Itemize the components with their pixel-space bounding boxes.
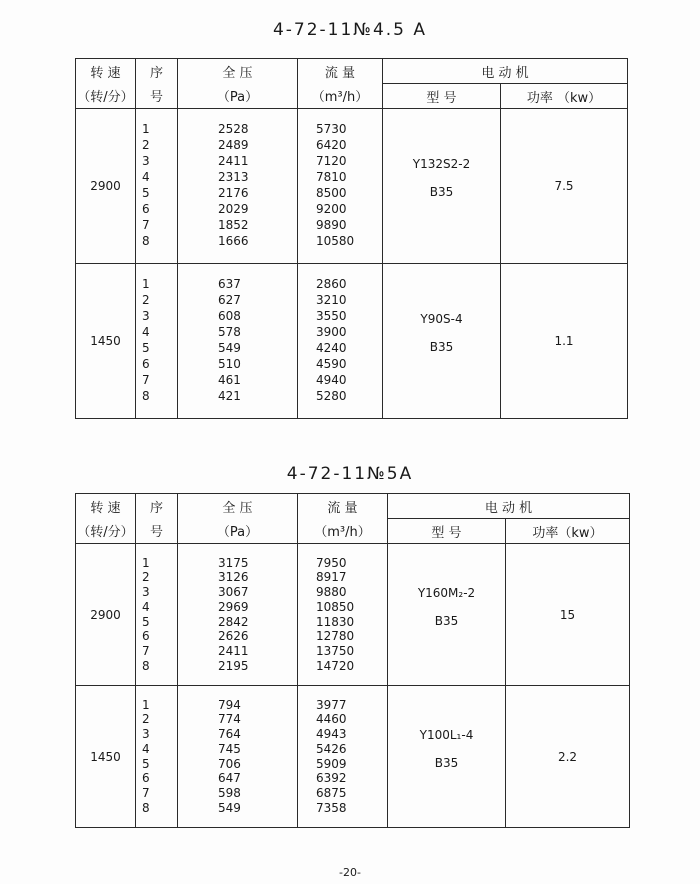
seq-cell-list: [136, 277, 177, 404]
flow-value: 6875: [316, 785, 347, 800]
flow-value: 4943: [316, 727, 347, 742]
pressure-unit: [178, 84, 298, 109]
flow-value: 8917: [316, 570, 347, 585]
flow-value: 6392: [316, 771, 347, 786]
pressure-value: 706: [218, 756, 241, 771]
seq-item: 1: [142, 697, 150, 712]
flow-value: 3900: [316, 325, 347, 340]
seq-item: 8: [142, 800, 150, 815]
speed-group-row: [76, 686, 630, 828]
seq-item: 7: [142, 217, 150, 232]
pressure-cell: [178, 264, 298, 419]
pressure-value: 2969: [218, 599, 249, 614]
seq-item: 2: [142, 138, 150, 153]
pressure-value: 764: [218, 727, 241, 742]
seq-cell-list: [136, 556, 177, 674]
flow-value: 14720: [316, 658, 355, 673]
speed-group-row: [76, 544, 630, 686]
pressure-value: 2176: [218, 186, 249, 200]
motor-model: Y90S-4: [420, 312, 463, 326]
flow-value: 12780: [316, 629, 355, 644]
pressure-value: 510: [218, 356, 241, 371]
flow-value: 6420: [316, 138, 347, 153]
header-row: [76, 59, 628, 84]
speed-value: 1450: [76, 686, 136, 828]
flow-value: 5730: [316, 122, 347, 137]
seq-item: 5: [142, 186, 150, 200]
seq-item: 6: [142, 629, 150, 644]
pressure-value: 608: [218, 309, 241, 324]
speed-unit-label: （转/分）: [77, 525, 134, 541]
motor-mount: B35: [434, 613, 459, 628]
seq-item: 4: [142, 741, 150, 756]
pressure-value: 421: [218, 388, 241, 403]
seq-item: 8: [142, 233, 150, 248]
flow-unit-label: （m³/h）: [311, 90, 369, 106]
motor-model-cell: [388, 686, 506, 828]
speed-header: [76, 59, 136, 84]
speed-unit-label: （转/分）: [77, 90, 134, 106]
pressure-value: 549: [218, 800, 241, 815]
seq-cell-list: [136, 698, 177, 816]
pressure-value: 3175: [218, 555, 249, 570]
seq-item: 2: [142, 570, 150, 585]
pressure-value: 745: [218, 741, 241, 756]
seq-item: 5: [142, 614, 150, 629]
speed-value: 1450: [76, 264, 136, 419]
pressure-cell-list: [178, 122, 297, 249]
seq-item: 3: [142, 585, 150, 600]
pressure-cell-list: [178, 277, 297, 404]
seq-header: [136, 494, 178, 519]
seq-header-2: [136, 519, 178, 544]
seq-header: [136, 59, 178, 84]
seq-item: 3: [142, 309, 150, 324]
pressure-value: 2411: [218, 643, 249, 658]
model-header-label: 型 号: [426, 90, 457, 106]
seq-item: 8: [142, 388, 150, 403]
pressure-header: [178, 494, 298, 519]
seq-cell: [136, 544, 178, 686]
flow-cell-list: [298, 698, 387, 816]
flow-value: 9200: [316, 201, 347, 216]
seq-item: 5: [142, 341, 150, 355]
speed-unit: [76, 519, 136, 544]
seq-item: 7: [142, 785, 150, 800]
pressure-cell-list: [178, 556, 297, 674]
speed-header-label: 转 速: [90, 500, 121, 516]
flow-header: [298, 494, 388, 519]
pressure-value: 461: [218, 372, 241, 387]
seq-cell: [136, 686, 178, 828]
motor-mount: B35: [429, 185, 454, 199]
flow-value: 4460: [316, 712, 347, 727]
pressure-value: 3126: [218, 570, 249, 585]
flow-cell: [298, 544, 388, 686]
fan-performance-table: [75, 58, 628, 419]
header-row-units: [76, 84, 628, 109]
pressure-value: 2029: [218, 201, 249, 216]
flow-header-label: 流 量: [327, 500, 358, 516]
flow-cell-list: [298, 122, 382, 249]
motor-mount: B35: [429, 340, 454, 354]
seq-item: 1: [142, 555, 150, 570]
seq-item: 7: [142, 643, 150, 658]
motor-model: Y160M₂-2: [417, 585, 476, 600]
pressure-header: [178, 59, 298, 84]
seq-item: 1: [142, 277, 150, 292]
pressure-value: 2489: [218, 138, 249, 153]
pressure-value: 598: [218, 785, 241, 800]
flow-value: 4940: [316, 372, 347, 387]
flow-value: 11830: [316, 614, 355, 629]
seq-cell-list: [136, 122, 177, 249]
flow-value: 7358: [316, 800, 347, 815]
speed-group-row: [76, 109, 628, 264]
pressure-value: 549: [218, 341, 241, 355]
seq-header-2: [136, 84, 178, 109]
speed-group-row: [76, 264, 628, 419]
flow-value: 7120: [316, 154, 347, 169]
pressure-value: 637: [218, 277, 241, 292]
motor-header-label: 电 动 机: [481, 65, 529, 81]
seq-item: 3: [142, 154, 150, 169]
flow-value: 5909: [316, 756, 347, 771]
pressure-value: 1666: [218, 233, 249, 248]
flow-value: 7950: [316, 555, 347, 570]
power-header: [506, 519, 630, 544]
motor-model: Y100L₁-4: [419, 727, 474, 742]
pressure-value: 647: [218, 771, 241, 786]
pressure-value: 2411: [218, 154, 249, 169]
pressure-unit-label: （Pa）: [216, 90, 259, 106]
pressure-value: 627: [218, 293, 241, 308]
table-title: 4-72-11№4.5 A: [272, 20, 428, 40]
flow-value: 9890: [316, 217, 347, 232]
pressure-value: 2626: [218, 629, 249, 644]
pressure-value: 2195: [218, 658, 249, 673]
model-header: [383, 84, 501, 109]
seq-header-label: 序: [149, 65, 163, 81]
flow-unit: [298, 519, 388, 544]
seq-item: 8: [142, 658, 150, 673]
seq-item: 2: [142, 712, 150, 727]
pressure-cell-list: [178, 698, 297, 816]
flow-value: 5426: [316, 741, 347, 756]
flow-value: 8500: [316, 186, 347, 200]
flow-cell-list: [298, 556, 387, 674]
motor-header: [388, 494, 630, 519]
flow-value: 5280: [316, 388, 347, 403]
seq-item: 4: [142, 325, 150, 340]
flow-cell: [298, 109, 383, 264]
flow-cell-list: [298, 277, 382, 404]
seq-header-2-label: 号: [149, 525, 163, 541]
flow-value: 3550: [316, 309, 347, 324]
motor-header-label: 电 动 机: [484, 500, 533, 516]
motor-power: 7.5: [501, 109, 628, 264]
seq-item: 3: [142, 727, 150, 742]
flow-cell: [298, 686, 388, 828]
flow-value: 9880: [316, 585, 347, 600]
motor-model-cell: [383, 264, 501, 419]
flow-value: 13750: [316, 643, 355, 658]
flow-value: 10580: [316, 233, 355, 248]
speed-value: 2900: [76, 109, 136, 264]
seq-item: 4: [142, 599, 150, 614]
seq-item: 6: [142, 771, 150, 786]
speed-value: 2900: [76, 544, 136, 686]
seq-item: 5: [142, 756, 150, 771]
pressure-value: 2842: [218, 614, 249, 629]
pressure-value: 2313: [218, 170, 249, 185]
fan-performance-table: [75, 493, 630, 828]
speed-header: [76, 494, 136, 519]
pressure-value: 774: [218, 712, 241, 727]
seq-cell: [136, 109, 178, 264]
pressure-value: 2528: [218, 122, 249, 137]
seq-item: 6: [142, 356, 150, 371]
pressure-value: 1852: [218, 217, 249, 232]
motor-header: [383, 59, 628, 84]
pressure-value: 3067: [218, 585, 249, 600]
motor-power: 1.1: [501, 264, 628, 419]
seq-item: 2: [142, 293, 150, 308]
pressure-header-label: 全 压: [222, 500, 253, 516]
seq-item: 6: [142, 201, 150, 216]
pressure-header-label: 全 压: [222, 65, 253, 81]
flow-value: 3977: [316, 697, 347, 712]
seq-header-2-label: 号: [149, 90, 163, 106]
pressure-value: 578: [218, 325, 241, 340]
flow-cell: [298, 264, 383, 419]
speed-header-label: 转 速: [90, 65, 121, 81]
pressure-cell: [178, 544, 298, 686]
flow-value: 2860: [316, 277, 347, 292]
power-header-label: 功率（kw）: [532, 525, 603, 541]
seq-item: 7: [142, 372, 150, 387]
pressure-cell: [178, 109, 298, 264]
motor-model-cell: [388, 544, 506, 686]
pressure-unit-label: （Pa）: [216, 525, 259, 541]
seq-cell: [136, 264, 178, 419]
flow-header-label: 流 量: [324, 65, 356, 81]
flow-unit-label: （m³/h）: [314, 525, 371, 541]
flow-unit: [298, 84, 383, 109]
table-title: 4-72-11№5A: [286, 464, 414, 484]
seq-item: 4: [142, 170, 150, 185]
flow-value: 7810: [316, 170, 347, 185]
model-header-label: 型 号: [431, 525, 462, 541]
speed-unit: [76, 84, 136, 109]
pressure-unit: [178, 519, 298, 544]
pressure-cell: [178, 686, 298, 828]
motor-power: 15: [506, 544, 630, 686]
flow-value: 3210: [316, 293, 347, 308]
motor-power: 2.2: [506, 686, 630, 828]
power-header: [501, 84, 628, 109]
flow-value: 4590: [316, 356, 347, 371]
power-header-label: 功率 （kw）: [526, 90, 602, 106]
page-number: -20-: [339, 866, 361, 879]
motor-model: Y132S2-2: [412, 157, 471, 171]
model-header: [388, 519, 506, 544]
motor-model-cell: [383, 109, 501, 264]
flow-header: [298, 59, 383, 84]
flow-value: 10850: [316, 599, 355, 614]
seq-header-label: 序: [149, 500, 163, 516]
pressure-value: 794: [218, 697, 241, 712]
seq-item: 1: [142, 122, 150, 137]
motor-mount: B35: [434, 755, 459, 770]
header-row-units: [76, 519, 630, 544]
header-row: [76, 494, 630, 519]
flow-value: 4240: [316, 341, 347, 355]
